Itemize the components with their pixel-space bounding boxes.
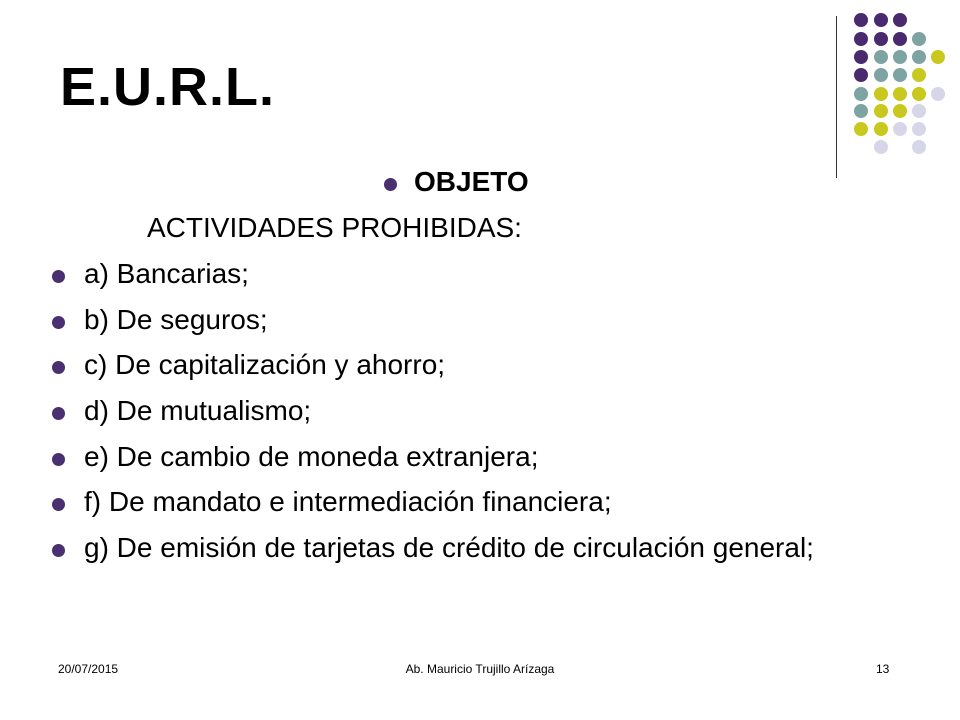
list-item bbox=[46, 304, 896, 336]
list-item bbox=[46, 258, 896, 290]
bullet-dot bbox=[52, 498, 65, 511]
decor-dot bbox=[893, 104, 907, 118]
list-item-text: f) De mandato e intermediación financiera; bbox=[84, 486, 612, 518]
decor-dot bbox=[874, 68, 888, 82]
decor-dot bbox=[874, 32, 888, 46]
list-item-text: b) De seguros; bbox=[84, 303, 268, 335]
decor-dot bbox=[912, 68, 926, 82]
list-item bbox=[46, 441, 896, 473]
decor-dot bbox=[874, 50, 888, 64]
list-item-text: c) De capitalización y ahorro; bbox=[84, 349, 446, 381]
list-item-text: e) De cambio de moneda extranjera; bbox=[84, 440, 539, 472]
subheading: OBJETO bbox=[414, 166, 529, 197]
decor-dot bbox=[893, 122, 907, 136]
decor-dot bbox=[912, 122, 926, 136]
slide-title: E.U.R.L. bbox=[60, 57, 276, 117]
list-item-text: a) Bancarias; bbox=[84, 258, 249, 289]
decor-dot bbox=[854, 68, 868, 82]
decor-dot bbox=[912, 50, 926, 64]
list-item bbox=[46, 532, 896, 564]
decor-dot bbox=[854, 50, 868, 64]
decor-dot bbox=[874, 140, 888, 154]
bullet-dot bbox=[52, 361, 65, 374]
bullet-dot bbox=[52, 407, 65, 420]
bullet-dot bbox=[384, 178, 397, 191]
bullet-dot bbox=[52, 316, 65, 329]
decor-dot bbox=[931, 87, 945, 101]
decor-dot bbox=[912, 87, 926, 101]
decor-dot bbox=[893, 32, 907, 46]
decor-dot bbox=[874, 122, 888, 136]
footer-date: 20/07/2015 bbox=[58, 662, 119, 676]
list-item bbox=[46, 395, 896, 427]
bullet-list bbox=[46, 258, 896, 578]
bullet-dot bbox=[52, 544, 65, 557]
decor-dot bbox=[893, 87, 907, 101]
decor-dot bbox=[893, 68, 907, 82]
divider-line bbox=[836, 16, 837, 178]
bullet-dot bbox=[52, 270, 65, 283]
list-item-text: g) De emisión de tarjetas de crédito de circulación general; bbox=[84, 532, 814, 564]
decor-dot bbox=[893, 13, 907, 27]
decor-dot bbox=[893, 50, 907, 64]
list-item bbox=[46, 349, 896, 381]
decor-dot bbox=[854, 104, 868, 118]
decor-dot bbox=[931, 50, 945, 64]
footer-page-number: 13 bbox=[876, 662, 890, 676]
decor-dot bbox=[874, 13, 888, 27]
decor-dot bbox=[912, 140, 926, 154]
list-item bbox=[46, 486, 896, 518]
decor-dot bbox=[854, 13, 868, 27]
footer-author: Ab. Mauricio Trujillo Arízaga bbox=[405, 662, 555, 676]
decor-dot bbox=[854, 122, 868, 136]
decor-dot bbox=[912, 32, 926, 46]
decor-dot bbox=[854, 32, 868, 46]
decor-dot bbox=[874, 104, 888, 118]
section-title: ACTIVIDADES PROHIBIDAS: bbox=[147, 212, 522, 243]
decor-dot bbox=[912, 104, 926, 118]
decor-dot bbox=[854, 87, 868, 101]
decor-dot bbox=[874, 87, 888, 101]
bullet-dot bbox=[52, 453, 65, 466]
list-item-text: d) De mutualismo; bbox=[84, 395, 312, 427]
